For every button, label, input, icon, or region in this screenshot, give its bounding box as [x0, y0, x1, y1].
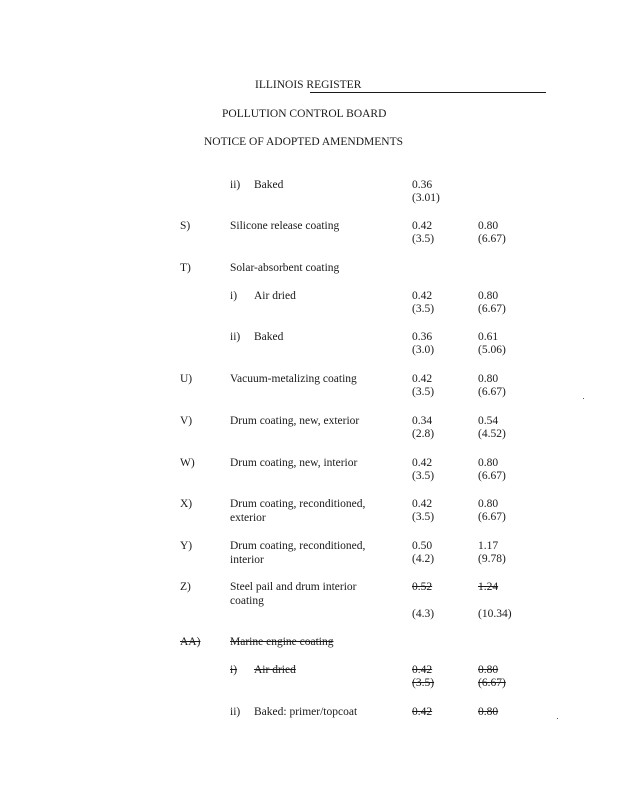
coating-description: Vacuum-metalizing coating — [230, 373, 357, 385]
limit-value-2-struck: 1.24 — [478, 581, 499, 593]
item-letter: S) — [180, 220, 191, 232]
limit-value-2: 0.80 — [478, 290, 499, 302]
coating-description: Baked — [254, 179, 284, 191]
scan-speck — [583, 398, 584, 399]
table-row — [0, 705, 618, 735]
register-title-rule — [310, 92, 546, 93]
table-row — [0, 289, 618, 319]
limit-value-1: 0.36 — [412, 179, 433, 191]
item-letter: X) — [180, 498, 193, 510]
board-name: POLLUTION CONTROL BOARD — [222, 108, 387, 120]
table-row — [0, 219, 618, 249]
limit-value-1: 0.50 — [412, 540, 433, 552]
limit-value-1-metric: (3.0) — [412, 344, 435, 356]
limit-value-1: 0.36 — [412, 331, 433, 343]
coating-description: Solar-absorbent coating — [230, 262, 340, 274]
limit-value-2: 0.80 — [478, 220, 499, 232]
limit-value-2-struck: 0.80 — [478, 706, 499, 718]
notice-title: NOTICE OF ADOPTED AMENDMENTS — [204, 136, 404, 148]
item-letter: V) — [180, 415, 193, 427]
roman-numeral: ii) — [230, 179, 241, 191]
table-row — [0, 178, 618, 208]
limit-value-2-metric: (6.67) — [478, 470, 506, 482]
coating-description-struck: Marine engine coating — [230, 636, 334, 648]
limit-value-2: 1.17 — [478, 540, 499, 552]
limit-value-2: 0.54 — [478, 415, 499, 427]
item-letter: U) — [180, 373, 193, 385]
roman-numeral: ii) — [230, 331, 241, 343]
limit-value-1-metric: (4.2) — [412, 553, 435, 565]
coating-description-struck: Air dried — [254, 664, 296, 676]
table-row — [0, 414, 618, 444]
table-row — [0, 635, 618, 665]
register-title: ILLINOIS REGISTER — [255, 79, 362, 91]
limit-value-2: 0.61 — [478, 331, 499, 343]
table-row — [0, 497, 618, 527]
scan-speck — [557, 718, 558, 719]
limit-value-1: 0.42 — [412, 290, 433, 302]
coating-description: Drum coating, new, interior — [230, 457, 358, 469]
table-row — [0, 330, 618, 360]
item-letter: T) — [180, 262, 191, 274]
coating-description: Silicone release coating — [230, 220, 340, 232]
coating-description: Steel pail and drum interior coating — [230, 581, 357, 607]
limit-value-1-struck: 0.42 — [412, 664, 433, 676]
limit-value-2: 0.80 — [478, 498, 499, 510]
limit-value-1-metric: (3.5) — [412, 470, 435, 482]
limit-value-1: 0.42 — [412, 373, 433, 385]
table-row — [0, 456, 618, 486]
limit-value-2-metric: (6.67) — [478, 386, 506, 398]
table-row — [0, 372, 618, 402]
limit-value-2-metric: (10.34) — [478, 608, 512, 620]
limit-value-2-struck: 0.80 — [478, 664, 499, 676]
limit-value-1-metric-struck: (3.5) — [412, 677, 435, 689]
limit-value-1-struck: 0.42 — [412, 706, 433, 718]
limit-value-2-metric: (6.67) — [478, 303, 506, 315]
roman-numeral-struck: i) — [230, 664, 238, 676]
table-row — [0, 580, 618, 624]
limit-value-1-struck: 0.52 — [412, 581, 433, 593]
limit-value-2: 0.80 — [478, 457, 499, 469]
limit-value-2-metric: (6.67) — [478, 233, 506, 245]
coating-description: Air dried — [254, 290, 296, 302]
limit-value-2-metric: (9.78) — [478, 553, 506, 565]
coating-description: Drum coating, reconditioned, exterior — [230, 498, 366, 524]
table-row — [0, 261, 618, 291]
limit-value-1-metric: (3.01) — [412, 192, 440, 204]
item-letter: Z) — [180, 581, 191, 593]
table-row — [0, 539, 618, 569]
limit-value-2-metric-struck: (6.67) — [478, 677, 506, 689]
table-row — [0, 663, 618, 693]
limit-value-1: 0.42 — [412, 498, 433, 510]
limit-value-1-metric: (4.3) — [412, 608, 435, 620]
coating-description: Drum coating, reconditioned, interior — [230, 540, 366, 566]
limit-value-1: 0.42 — [412, 220, 433, 232]
roman-numeral: i) — [230, 290, 238, 302]
limit-value-2: 0.80 — [478, 373, 499, 385]
limit-value-2-metric: (6.67) — [478, 511, 506, 523]
item-letter: Y) — [180, 540, 193, 552]
coating-description: Baked: primer/topcoat — [254, 706, 358, 718]
limit-value-1: 0.42 — [412, 457, 433, 469]
coating-description: Drum coating, new, exterior — [230, 415, 360, 427]
item-letter-struck: AA) — [180, 636, 201, 648]
limit-value-1-metric: (3.5) — [412, 386, 435, 398]
limit-value-2-metric: (5.06) — [478, 344, 506, 356]
limit-value-1-metric: (3.5) — [412, 233, 435, 245]
limit-value-1-metric: (2.8) — [412, 428, 435, 440]
coating-description: Baked — [254, 331, 284, 343]
limit-value-1-metric: (3.5) — [412, 511, 435, 523]
limit-value-2-metric: (4.52) — [478, 428, 506, 440]
limit-value-1-metric: (3.5) — [412, 303, 435, 315]
limit-value-1: 0.34 — [412, 415, 433, 427]
item-letter: W) — [180, 457, 195, 469]
roman-numeral: ii) — [230, 706, 241, 718]
